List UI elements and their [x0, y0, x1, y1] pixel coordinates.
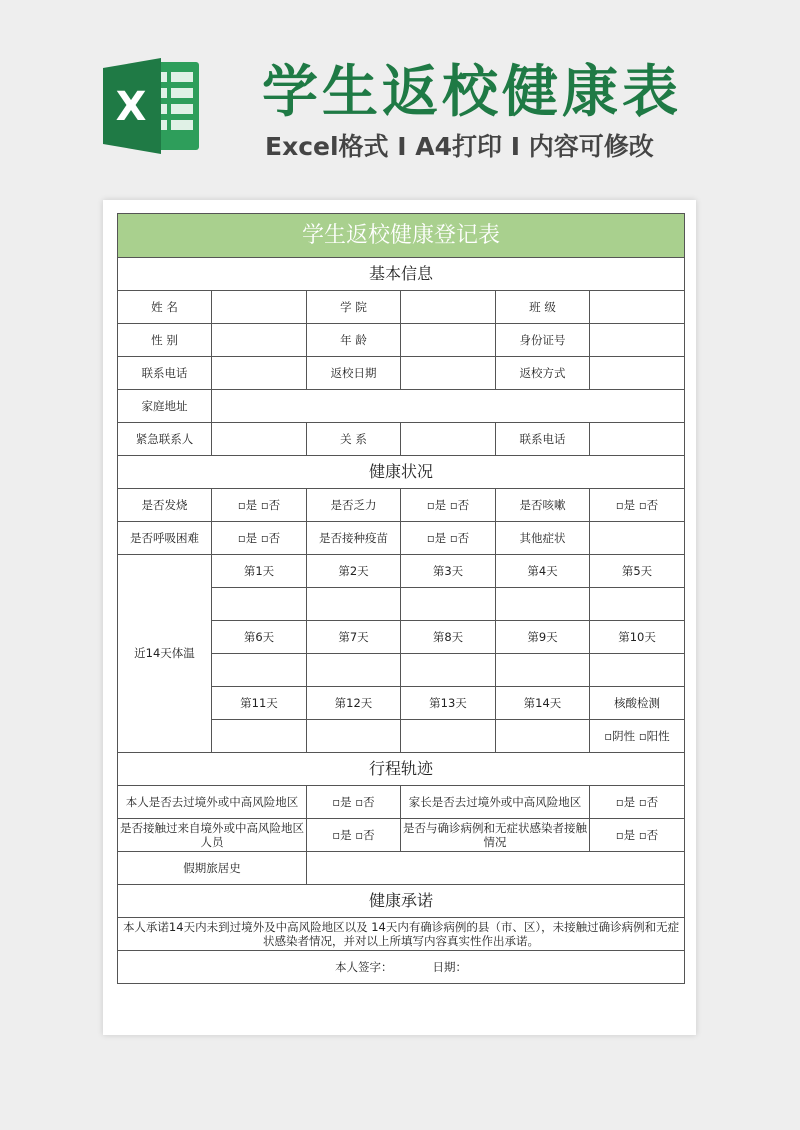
date-label: 日期： [432, 959, 468, 974]
section-health-pledge: 健康承诺 [118, 885, 685, 918]
label-contact-confirmed-case: 是否与确诊病例和无症状感染者接触情况 [401, 819, 590, 852]
temp-input-day7[interactable] [307, 654, 401, 687]
input-return-method[interactable] [590, 357, 685, 390]
label-fatigue: 是否乏力 [307, 489, 401, 522]
temp-input-day4[interactable] [496, 588, 590, 621]
checkbox-fatigue[interactable]: ▫是 ▫否 [401, 489, 496, 522]
day-label: 第8天 [401, 621, 496, 654]
logo-letter: X [115, 84, 147, 130]
label-holiday-history: 假期旅居史 [118, 852, 307, 885]
temp-input-day1[interactable] [212, 588, 307, 621]
day-label: 第13天 [401, 687, 496, 720]
label-gender: 性 别 [118, 324, 212, 357]
label-contact-phone: 联系电话 [496, 423, 590, 456]
label-address: 家庭地址 [118, 390, 212, 423]
input-gender[interactable] [212, 324, 307, 357]
temp-input-day12[interactable] [307, 720, 401, 753]
signature-label: 本人签字： [335, 959, 393, 974]
excel-logo-icon [103, 58, 203, 154]
form-sheet [103, 200, 696, 1035]
label-breathing: 是否呼吸困难 [118, 522, 212, 555]
label-temperature-14days: 近14天体温 [118, 555, 212, 753]
section-basic-info: 基本信息 [118, 258, 685, 291]
temp-input-day8[interactable] [401, 654, 496, 687]
temp-input-day14[interactable] [496, 720, 590, 753]
label-vaccinated: 是否接种疫苗 [307, 522, 401, 555]
temp-input-day2[interactable] [307, 588, 401, 621]
day-label: 第12天 [307, 687, 401, 720]
input-college[interactable] [401, 291, 496, 324]
input-phone[interactable] [212, 357, 307, 390]
section-travel-trajectory: 行程轨迹 [118, 753, 685, 786]
day-label: 第2天 [307, 555, 401, 588]
day-label: 第4天 [496, 555, 590, 588]
input-address[interactable] [212, 390, 685, 423]
input-id-number[interactable] [590, 324, 685, 357]
day-label: 第10天 [590, 621, 685, 654]
input-emergency-contact[interactable] [212, 423, 307, 456]
day-label: 第11天 [212, 687, 307, 720]
label-cough: 是否咳嗽 [496, 489, 590, 522]
signature-row [118, 951, 685, 984]
label-age: 年 龄 [307, 324, 401, 357]
input-relation[interactable] [401, 423, 496, 456]
input-other-symptoms[interactable] [590, 522, 685, 555]
label-phone: 联系电话 [118, 357, 212, 390]
health-form-table [117, 213, 685, 984]
form-title: 学生返校健康登记表 [118, 214, 685, 258]
label-return-method: 返校方式 [496, 357, 590, 390]
label-other-symptoms: 其他症状 [496, 522, 590, 555]
label-college: 学 院 [307, 291, 401, 324]
page-title: 学生返校健康表 [262, 60, 682, 125]
label-class: 班 级 [496, 291, 590, 324]
temp-input-day6[interactable] [212, 654, 307, 687]
page-subtitle: Excel格式 Ⅰ A4打印 Ⅰ 内容可修改 [265, 132, 654, 161]
temp-input-day9[interactable] [496, 654, 590, 687]
day-label: 第7天 [307, 621, 401, 654]
day-label: 第1天 [212, 555, 307, 588]
input-contact-phone[interactable] [590, 423, 685, 456]
temp-input-day13[interactable] [401, 720, 496, 753]
label-emergency-contact: 紧急联系人 [118, 423, 212, 456]
temp-input-day10[interactable] [590, 654, 685, 687]
temp-input-day3[interactable] [401, 588, 496, 621]
day-label: 第5天 [590, 555, 685, 588]
input-class[interactable] [590, 291, 685, 324]
label-id-number: 身份证号 [496, 324, 590, 357]
checkbox-self-risk-area[interactable]: ▫是 ▫否 [307, 786, 401, 819]
checkbox-breathing[interactable]: ▫是 ▫否 [212, 522, 307, 555]
checkbox-fever[interactable]: ▫是 ▫否 [212, 489, 307, 522]
label-contact-risk-person: 是否接触过来自境外或中高风险地区人员 [118, 819, 307, 852]
checkbox-contact-risk-person[interactable]: ▫是 ▫否 [307, 819, 401, 852]
label-relation: 关 系 [307, 423, 401, 456]
input-return-date[interactable] [401, 357, 496, 390]
checkbox-cough[interactable]: ▫是 ▫否 [590, 489, 685, 522]
day-label: 第3天 [401, 555, 496, 588]
input-age[interactable] [401, 324, 496, 357]
section-health-status: 健康状况 [118, 456, 685, 489]
temp-input-day11[interactable] [212, 720, 307, 753]
input-holiday-history[interactable] [307, 852, 685, 885]
pledge-text: 本人承诺14天内未到过境外及中高风险地区以及 14天内有确诊病例的县（市、区），未接触过确诊病例和无症状感染者情况，并对以上所填写内容真实性作出承诺。 [118, 918, 685, 951]
day-label: 第6天 [212, 621, 307, 654]
checkbox-parent-risk-area[interactable]: ▫是 ▫否 [590, 786, 685, 819]
label-name: 姓 名 [118, 291, 212, 324]
checkbox-contact-confirmed-case[interactable]: ▫是 ▫否 [590, 819, 685, 852]
page-header [0, 0, 800, 200]
temp-input-day5[interactable] [590, 588, 685, 621]
label-fever: 是否发烧 [118, 489, 212, 522]
input-name[interactable] [212, 291, 307, 324]
checkbox-nucleic-result[interactable]: ▫阴性 ▫阳性 [590, 720, 685, 753]
label-return-date: 返校日期 [307, 357, 401, 390]
day-label: 第9天 [496, 621, 590, 654]
label-nucleic-test: 核酸检测 [590, 687, 685, 720]
label-self-risk-area: 本人是否去过境外或中高风险地区 [118, 786, 307, 819]
day-label: 第14天 [496, 687, 590, 720]
label-parent-risk-area: 家长是否去过境外或中高风险地区 [401, 786, 590, 819]
checkbox-vaccinated[interactable]: ▫是 ▫否 [401, 522, 496, 555]
